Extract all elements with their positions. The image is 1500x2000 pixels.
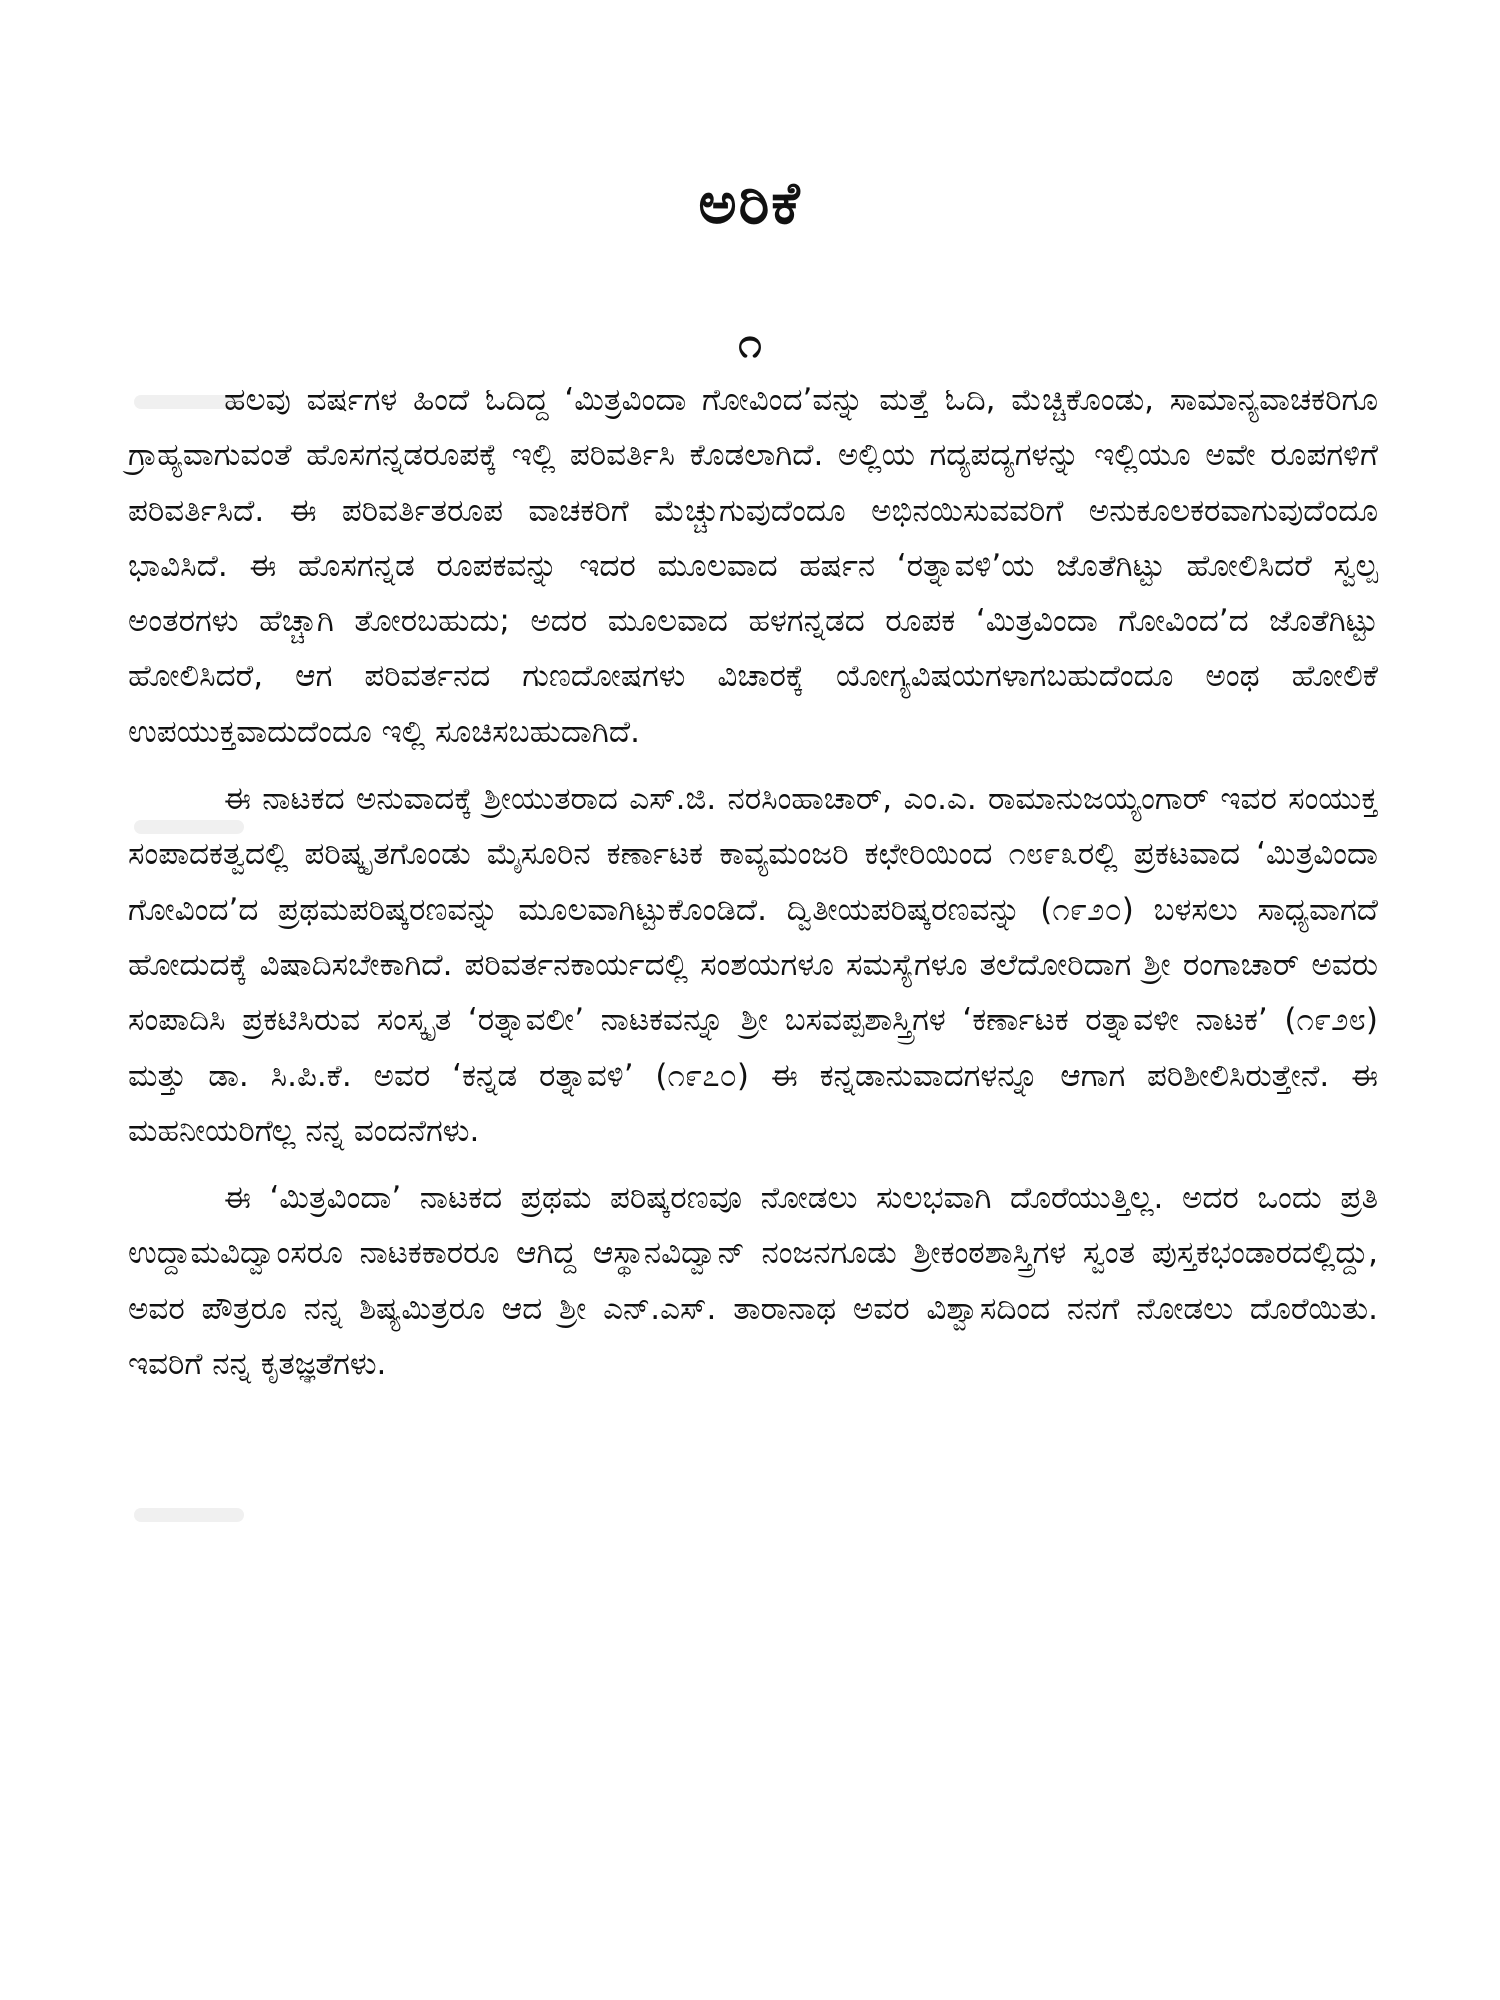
section-number: ೧ [738,318,762,367]
body-text [128,373,1378,1392]
page-title: ಅರಿಕೆ [698,169,802,237]
paragraph-1: ಹಲವು ವರ್ಷಗಳ ಹಿಂದೆ ಓದಿದ್ದ ‘ಮಿತ್ರವಿಂದಾ ಗೋವಿಂದ’ವನ್ನು ಮತ್ತೆ ಓದಿ, ಮೆಚ್ಚಿಕೊಂಡು, ಸಾಮಾನ್ಯವಾಚಕರಿಗೂ ಗ್ರಾಹ್ಯವಾಗುವಂತೆ ಹೊಸಗನ್ನಡರೂಪಕ್ಕೆ ಇಲ್ಲಿ ಪರಿವರ್ತಿಸಿ ಕೊಡಲಾಗಿದೆ. ಅಲ್ಲಿಯ ಗದ್ಯಪದ್ಯಗಳನ್ನು ಇಲ್ಲಿಯೂ ಅವೇ ರೂಪಗಳಿಗೆ ಪರಿವರ್ತಿಸಿದೆ. ಈ ಪರಿವರ್ತಿತರೂಪ ವಾಚಕರಿಗೆ ಮೆಚ್ಚುಗುವುದೆಂದೂ ಅಭಿನಯಿಸುವವರಿಗೆ ಅನುಕೂಲಕರವಾಗುವುದೆಂದೂ ಭಾವಿಸಿದೆ. ಈ ಹೊಸಗನ್ನಡ ರೂಪಕವನ್ನು ಇದರ ಮೂಲವಾದ ಹರ್ಷನ ‘ರತ್ನಾವಳಿ’ಯ ಜೊತೆಗಿಟ್ಟು ಹೋಲಿಸಿದರೆ ಸ್ವಲ್ಪ ಅಂತರಗಳು ಹೆಚ್ಚಾಗಿ ತೋರಬಹುದು; ಅದರ ಮೂಲವಾದ ಹಳಗನ್ನಡದ ರೂಪಕ ‘ಮಿತ್ರವಿಂದಾ ಗೋವಿಂದ’ದ ಜೊತೆಗಿಟ್ಟು ಹೋಲಿಸಿದರೆ, ಆಗ ಪರಿವರ್ತನದ ಗುಣದೋಷಗಳು ವಿಚಾರಕ್ಕೆ ಯೋಗ್ಯವಿಷಯಗಳಾಗಬಹುದೆಂದೂ ಅಂಥ ಹೋಲಿಕೆ ಉಪಯುಕ್ತವಾದುದೆಂದೂ ಇಲ್ಲಿ ಸೂಚಿಸಬಹುದಾಗಿದೆ. [128,382,1378,750]
paragraph-3: ಈ ‘ಮಿತ್ರವಿಂದಾ’ ನಾಟಕದ ಪ್ರಥಮ ಪರಿಷ್ಕರಣವೂ ನೋಡಲು ಸುಲಭವಾಗಿ ದೊರೆಯುತ್ತಿಲ್ಲ. ಅದರ ಒಂದು ಪ್ರತಿ ಉದ್ದಾಮವಿದ್ವಾಂಸರೂ ನಾಟಕಕಾರರೂ ಆಗಿದ್ದ ಆಸ್ಥಾನವಿದ್ವಾನ್ ನಂಜನಗೂಡು ಶ್ರೀಕಂಠಶಾಸ್ತ್ರಿಗಳ ಸ್ವಂತ ಪುಸ್ತಕಭಂಡಾರದಲ್ಲಿದ್ದು, ಅವರ ಪೌತ್ರರೂ ನನ್ನ ಶಿಷ್ಯಮಿತ್ರರೂ ಆದ ಶ್ರೀ ಎನ್.ಎಸ್. ತಾರಾನಾಥ ಅವರ ವಿಶ್ವಾಸದಿಂದ ನನಗೆ ನೋಡಲು ದೊರೆಯಿತು. ಇವರಿಗೆ ನನ್ನ ಕೃತಜ್ಞತೆಗಳು. [128,1180,1378,1383]
bleed-through-mark [134,1508,244,1522]
paragraph-2: ಈ ನಾಟಕದ ಅನುವಾದಕ್ಕೆ ಶ್ರೀಯುತರಾದ ಎಸ್.ಜಿ. ನರಸಿಂಹಾಚಾರ್, ಎಂ.ಎ. ರಾಮಾನುಜಯ್ಯಂಗಾರ್ ಇವರ ಸಂಯುಕ್ತ ಸಂಪಾದಕತ್ವದಲ್ಲಿ ಪರಿಷ್ಕೃತಗೊಂಡು ಮೈಸೂರಿನ ಕರ್ಣಾಟಕ ಕಾವ್ಯಮಂಜರಿ ಕಛೇರಿಯಿಂದ ೧೮೯೩ರಲ್ಲಿ ಪ್ರಕಟವಾದ ‘ಮಿತ್ರವಿಂದಾ ಗೋವಿಂದ’ದ ಪ್ರಥಮಪರಿಷ್ಕರಣವನ್ನು ಮೂಲವಾಗಿಟ್ಟುಕೊಂಡಿದೆ. ದ್ವಿತೀಯಪರಿಷ್ಕರಣವನ್ನು (೧೯೨೦) ಬಳಸಲು ಸಾಧ್ಯವಾಗದೆ ಹೋದುದಕ್ಕೆ ವಿಷಾದಿಸಬೇಕಾಗಿದೆ. ಪರಿವರ್ತನಕಾರ್ಯದಲ್ಲಿ ಸಂಶಯಗಳೂ ಸಮಸ್ಯೆಗಳೂ ತಲೆದೋರಿದಾಗ ಶ್ರೀ ರಂಗಾಚಾರ್ ಅವರು ಸಂಪಾದಿಸಿ ಪ್ರಕಟಿಸಿರುವ ಸಂಸ್ಕೃತ ‘ರತ್ನಾವಲೀ’ ನಾಟಕವನ್ನೂ ಶ್ರೀ ಬಸವಪ್ಪಶಾಸ್ತ್ರಿಗಳ ‘ಕರ್ಣಾಟಕ ರತ್ನಾವಳೀ ನಾಟಕ’ (೧೯೨೮) ಮತ್ತು ಡಾ. ಸಿ.ಪಿ.ಕೆ. ಅವರ ‘ಕನ್ನಡ ರತ್ನಾವಳಿ’ (೧೯೭೦) ಈ ಕನ್ನಡಾನುವಾದಗಳನ್ನೂ ಆಗಾಗ ಪರಿಶೀಲಿಸಿರುತ್ತೇನೆ. ಈ ಮಹನೀಯರಿಗೆಲ್ಲ ನನ್ನ ವಂದನೆಗಳು. [128,781,1378,1149]
